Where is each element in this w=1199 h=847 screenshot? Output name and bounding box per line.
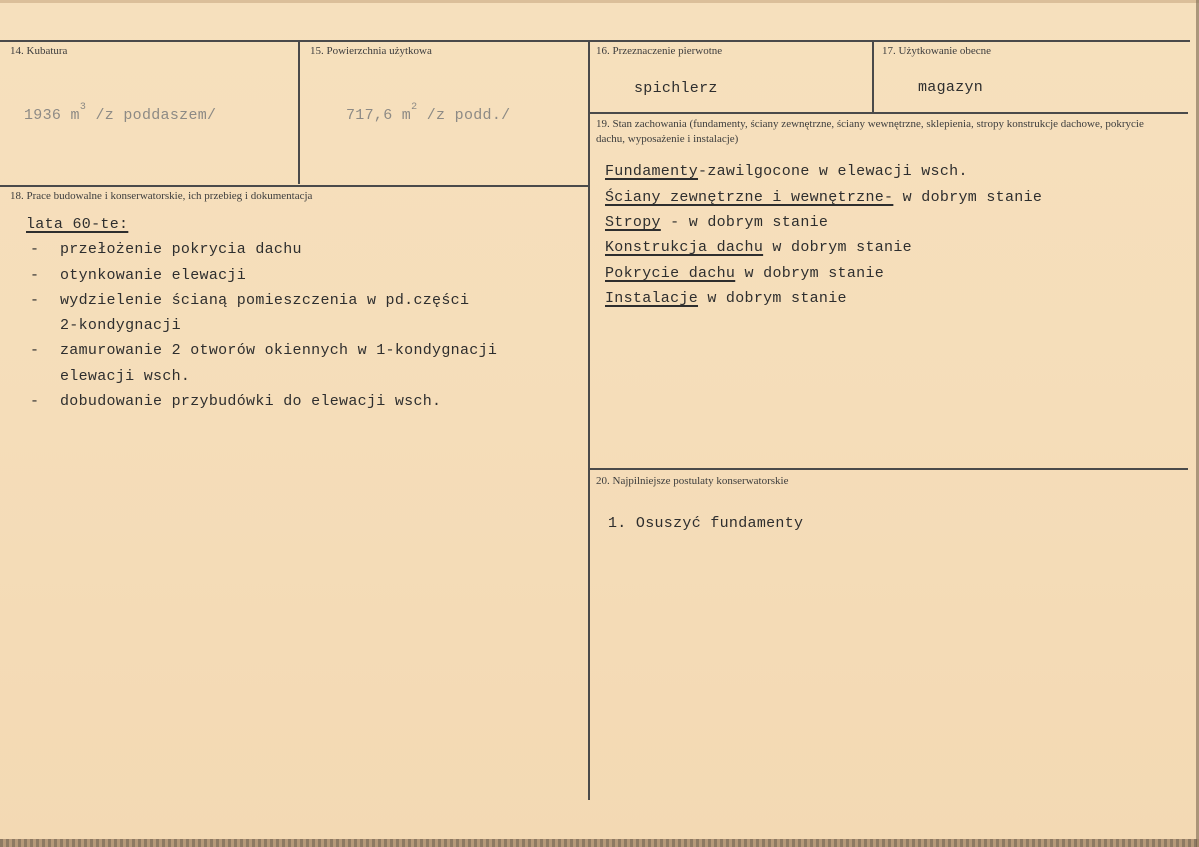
condition-term-2: Ściany zewnętrzne i wewnętrzne- (605, 189, 894, 206)
field-17-label: 17. Użytkowanie obecne (882, 45, 992, 57)
works-dash-2: - (30, 267, 40, 284)
divider-16-17 (872, 42, 874, 112)
card-bottom-edge (0, 839, 1199, 847)
powierzchnia-value (346, 102, 511, 124)
powierzchnia-note: /z podd./ (426, 107, 511, 124)
top-rule (0, 40, 1190, 42)
condition-row-4 (605, 239, 912, 256)
field-15-label: 15. Powierzchnia użytkowa (310, 45, 432, 57)
powierzchnia-number: 717,6 m (346, 107, 412, 124)
uzytkowanie-value: magazyn (918, 79, 984, 96)
condition-desc-4: w dobrym stanie (763, 239, 912, 256)
kubatura-note: /z poddaszem/ (95, 107, 217, 124)
condition-desc-1: -zawilgocone w elewacji wsch. (698, 163, 968, 180)
field-14-label: 14. Kubatura (10, 45, 68, 57)
rule-above-19 (590, 112, 1188, 114)
condition-term-1: Fundamenty (605, 163, 699, 180)
condition-term-5: Pokrycie dachu (605, 265, 736, 282)
condition-term-6: Instalacje (605, 290, 699, 307)
rule-above-18 (0, 185, 588, 187)
condition-desc-2: w dobrym stanie (893, 189, 1043, 206)
works-dash-5: - (30, 393, 40, 410)
condition-row-6 (605, 290, 847, 307)
works-item-4-cont: elewacji wsch. (60, 368, 191, 385)
works-item-5: dobudowanie przybudówki do elewacji wsch. (60, 393, 442, 410)
center-divider (588, 42, 590, 800)
kubatura-number: 1936 m (24, 107, 80, 124)
condition-row-3 (605, 214, 828, 231)
condition-desc-5: w dobrym stanie (735, 265, 885, 282)
field-20-label: 20. Najpilniejsze postulaty konserwatorskie (596, 475, 789, 487)
field-16-label: 16. Przeznaczenie pierwotne (596, 45, 723, 57)
condition-row-2 (605, 189, 1042, 206)
works-dash-1: - (30, 241, 40, 258)
rule-above-20 (590, 468, 1188, 470)
divider-14-15 (298, 42, 300, 184)
condition-desc-6: w dobrym stanie (698, 290, 847, 307)
condition-desc-3: - w dobrym stanie (660, 214, 829, 231)
condition-row-5 (605, 265, 884, 282)
works-item-4: zamurowanie 2 otworów okiennych w 1-kondygnacji (60, 342, 498, 359)
works-dash-4: - (30, 342, 40, 359)
works-item-3-cont: 2-kondygnacji (60, 317, 181, 334)
postulate-item-1: 1. Osuszyć fundamenty (608, 515, 804, 532)
condition-term-4: Konstrukcja dachu (605, 239, 764, 256)
card-top-edge (0, 0, 1199, 3)
works-item-3: wydzielenie ścianą pomieszczenia w pd.części (60, 292, 470, 309)
works-item-2: otynkowanie elewacji (60, 267, 247, 284)
condition-row-1 (605, 163, 968, 180)
przeznaczenie-value: spichlerz (634, 80, 718, 97)
kubatura-unit-exponent: 3 (79, 102, 87, 113)
field-18-label: 18. Prace budowalne i konserwatorskie, ich przebieg i dokumentacja (10, 190, 313, 202)
kubatura-value (24, 102, 217, 124)
works-heading: lata 60-te: (26, 216, 129, 233)
works-dash-3: - (30, 292, 40, 309)
condition-term-3: Stropy (605, 214, 661, 231)
powierzchnia-unit-exponent: 2 (411, 102, 418, 113)
field-19-label: 19. Stan zachowania (fundamenty, ściany zewnętrzne, ściany wewnętrzne, sklepienia, stropy konstrukcje dachowe, pokrycie dachu, wyposażenie i instalacje) (596, 118, 1144, 145)
works-item-1: przełożenie pokrycia dachu (60, 241, 302, 258)
